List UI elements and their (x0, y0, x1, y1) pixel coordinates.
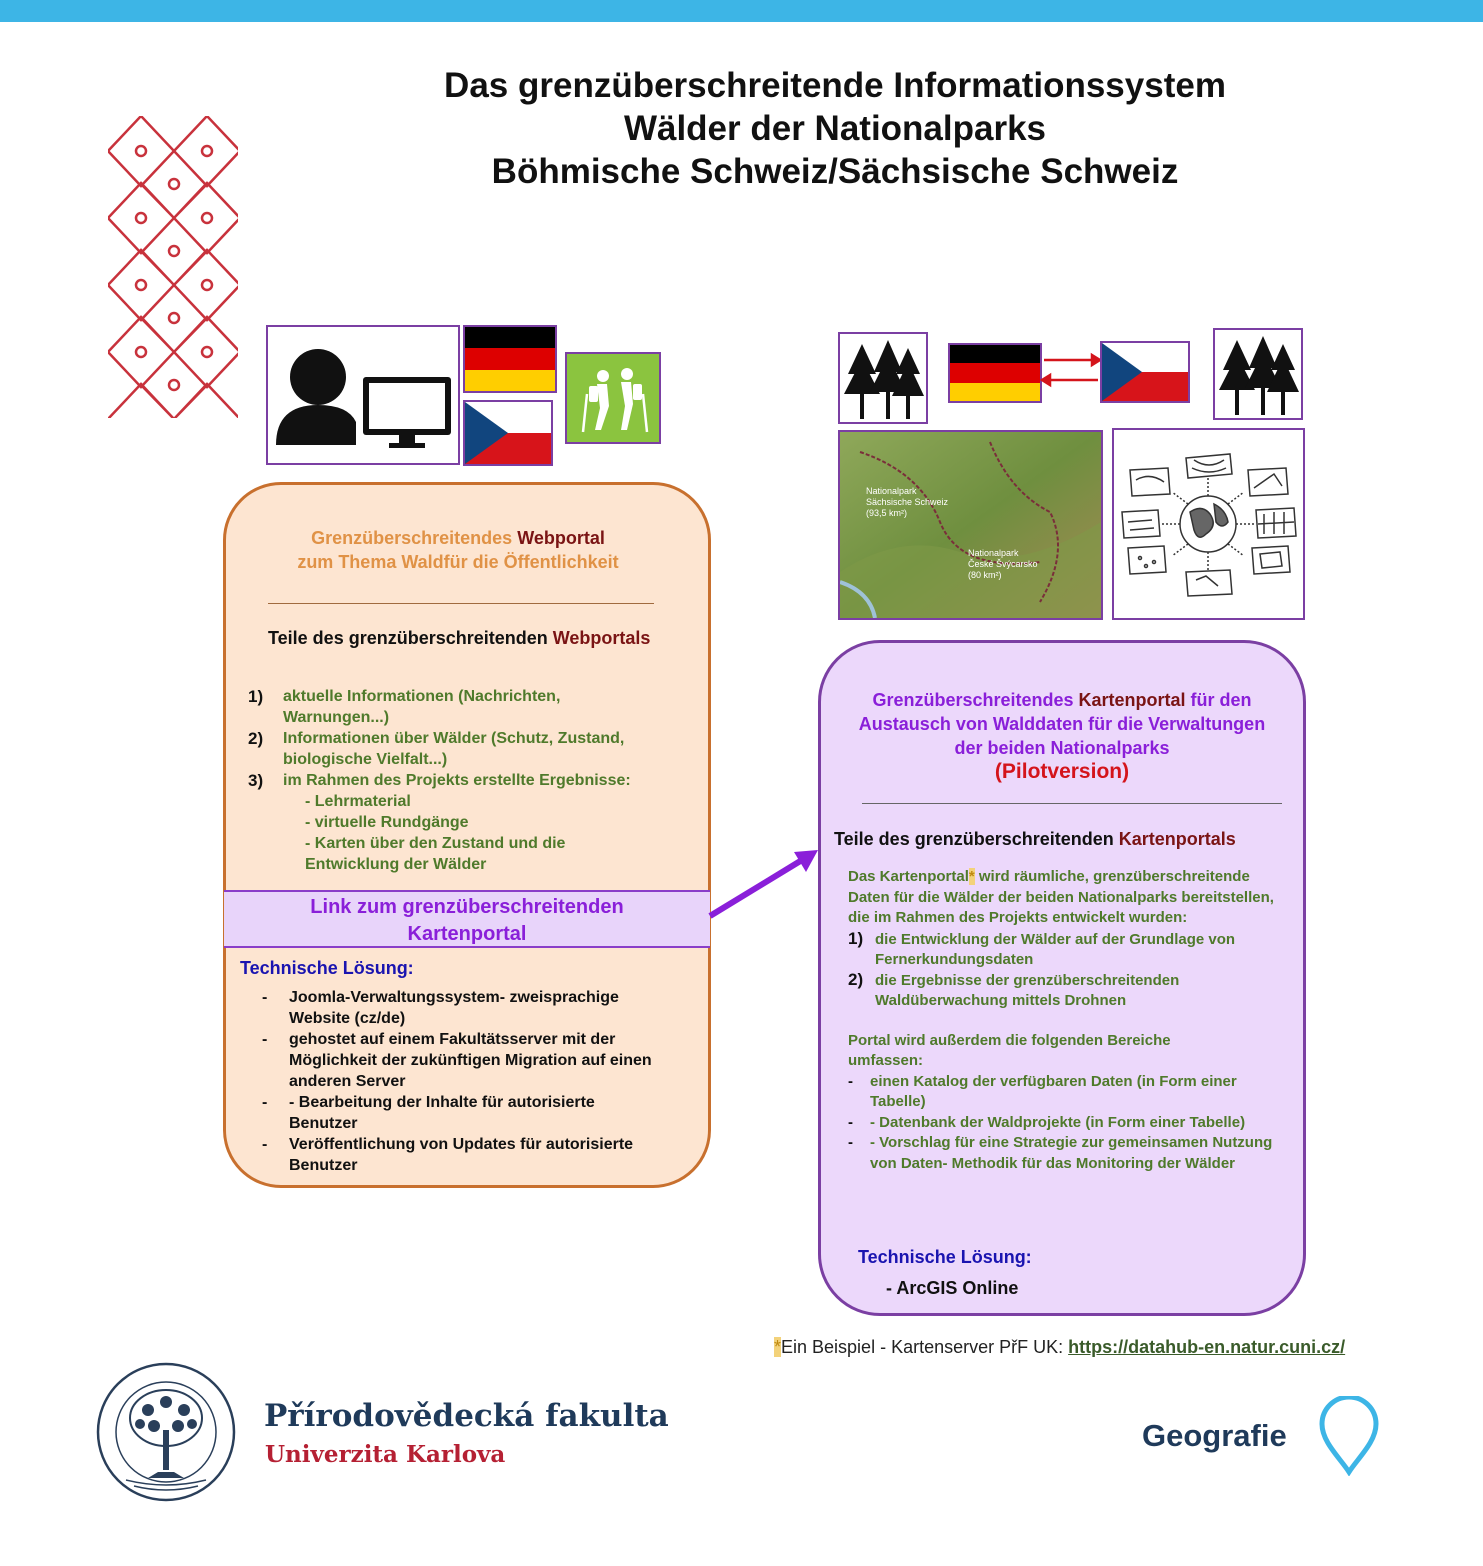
list-item (848, 1072, 1290, 1113)
title-line-1: Das grenzüberschreitende Informationssystem (444, 66, 1226, 105)
kartenportal-tech-item: - ArcGIS Online (886, 1278, 1019, 1298)
kartenportal-intro (848, 867, 1290, 929)
faculty-name: Přírodovědecká fakulta (264, 1398, 669, 1434)
kartenportal-parts-prefix: Teile des grenzüberschreitenden (834, 829, 1119, 849)
webportal-title (250, 526, 666, 574)
webportal-title-line2: zum Thema Waldfür die Öffentlichkeit (297, 552, 619, 572)
footnote-marker: * (968, 868, 975, 885)
kartenportal-parts-heading (834, 829, 1236, 850)
list-text: im Rahmen des Projekts erstellte Ergebnisse: (283, 772, 631, 789)
kartenportal-title-part3: für den (1185, 690, 1252, 710)
bullet-dash: - (848, 1113, 853, 1131)
list-text: Joomla-Verwaltungssystem- zweisprachige Website (cz/de) (289, 989, 619, 1027)
user-computer-icon (266, 325, 460, 465)
list-text: aktuelle Informationen (Nachrichten, Warnungen...) (283, 688, 561, 726)
sublist-item: - Lehrmaterial (305, 793, 411, 810)
map-label-saxon-park: Sächsische Schweiz (866, 497, 949, 507)
location-pin-icon (1318, 1396, 1380, 1476)
list-item (848, 1133, 1290, 1174)
list-item (248, 770, 668, 791)
kartenportal-title-part2: Kartenportal (1078, 690, 1186, 710)
intro-text-2: wird räumliche, grenzüberschreitende Daten für die Wälder der beiden Nationalparks bereitstellen, die im Rahmen des Projekts entwickelt wurden: (848, 868, 1274, 926)
geografie-label: Geografie (1142, 1418, 1287, 1453)
footnote-text: Ein Beispiel - Kartenserver PřF UK: (781, 1337, 1069, 1357)
list-number: 2) (848, 969, 864, 989)
list-item (248, 728, 668, 770)
decorative-pattern-icon (108, 116, 238, 418)
list-text: die Ergebnisse der grenzüberschreitenden Waldüberwachung mittels Drohnen (875, 971, 1180, 1009)
bullet-dash: - (262, 1094, 268, 1111)
webportal-parts-prefix: Teile des grenzüberschreitenden (268, 628, 553, 648)
kartenportal-body (848, 867, 1290, 1174)
webportal-title-part1: Grenzüberschreitendes (311, 528, 518, 548)
list-text: - Bearbeitung der Inhalte für autorisierte Benutzer (289, 1094, 595, 1132)
webportal-parts-heading (268, 628, 650, 649)
pilot-version-label: (Pilotversion) (994, 760, 1130, 783)
list-item (848, 930, 1290, 971)
bullet-dash: - (262, 989, 268, 1006)
bullet-dash: - (848, 1134, 853, 1151)
sublist-item: - virtuelle Rundgänge (305, 814, 469, 831)
bullet-dash: - (262, 1031, 268, 1048)
german-flag-icon-2 (948, 343, 1042, 403)
top-accent-bar (0, 0, 1483, 22)
kartenportal-title-part1: Grenzüberschreitendes (872, 690, 1079, 710)
page-title (330, 64, 1340, 193)
webportal-divider (268, 603, 654, 604)
kartenportal-divider (862, 803, 1282, 804)
list-text: einen Katalog der verfügbaren Daten (in Form einer Tabelle) (870, 1072, 1237, 1110)
map-label-saxon-name: Nationalpark (866, 486, 917, 496)
university-seal-icon (96, 1360, 236, 1504)
link-line-2: Kartenportal (407, 923, 527, 945)
czech-flag-icon-2 (1100, 341, 1190, 403)
webportal-list (248, 686, 668, 875)
university-name: Univerzita Karlova (265, 1441, 506, 1468)
list-item (262, 1029, 682, 1092)
czech-flag-icon (463, 400, 553, 466)
kartenportal-title-line2: Austausch von Walddaten für die Verwaltungen (858, 714, 1266, 734)
intro-text-1: Das Kartenportal (848, 868, 969, 885)
list-item (248, 686, 668, 728)
webportal-parts-word: Webportals (552, 628, 651, 648)
list-item (262, 1092, 649, 1134)
kartenportal-title-line3: der beiden Nationalparks (954, 738, 1170, 758)
title-line-3: Böhmische Schweiz/Sächsische Schweiz (491, 152, 1179, 191)
webportal-tech-list (262, 987, 682, 1176)
german-flag-icon (463, 325, 557, 393)
bullet-dash: - (848, 1072, 853, 1090)
list-item (262, 1134, 682, 1176)
pine-trees-icon (838, 332, 928, 424)
exchange-arrows-icon (1040, 350, 1102, 390)
kartenportal-tech-heading: Technische Lösung: (858, 1247, 1032, 1267)
pine-trees-icon-2 (1213, 328, 1303, 420)
list-item (848, 1113, 1250, 1134)
sublist (248, 791, 605, 875)
kartenportal-title (822, 688, 1302, 784)
map-label-czech-name: Nationalpark (968, 548, 1019, 558)
map-label-saxon-area: (93,5 km²) (866, 508, 908, 518)
map-label-czech-park: České Švýcarsko (968, 559, 1038, 569)
kartenportal-more: Portal wird außerdem die folgenden Bereiche umfassen: (848, 1031, 1171, 1069)
title-line-2: Wälder der Nationalparks (623, 109, 1047, 148)
list-item (262, 987, 682, 1029)
hikers-icon (565, 352, 661, 444)
list-number: 1) (248, 687, 264, 706)
kartenportal-link[interactable] (224, 890, 710, 948)
list-number: 3) (248, 771, 264, 790)
list-item (848, 971, 1255, 1012)
list-number: 2) (248, 729, 264, 748)
kartenportal-parts-word: Kartenportals (1118, 829, 1236, 849)
list-text: Informationen über Wälder (Schutz, Zustand, biologische Vielfalt...) (283, 730, 625, 768)
datahub-link[interactable]: https://datahub-en.natur.cuni.cz/ (1068, 1337, 1346, 1357)
footnote-star: * (774, 1337, 782, 1357)
link-line-1: Link zum grenzüberschreitenden (310, 896, 624, 918)
globe-maps-icon (1112, 428, 1305, 620)
list-text: - Vorschlag für eine Strategie zur gemeinsamen Nutzung von Daten- Methodik für das Monitoring der Wälder (870, 1134, 1273, 1172)
list-text: - Datenbank der Waldprojekte (in Form einer Tabelle) (870, 1113, 1246, 1131)
webportal-tech-heading: Technische Lösung: (240, 958, 414, 978)
webportal-title-part2: Webportal (517, 528, 605, 548)
footnote (774, 1337, 1345, 1358)
link-arrow-icon (706, 846, 826, 922)
bullet-dash: - (262, 1136, 268, 1153)
list-text: Veröffentlichung von Updates für autorisierte Benutzer (289, 1136, 634, 1174)
list-text: gehostet auf einem Fakultätsserver mit der Möglichkeit der zukünftigen Migration auf einen anderen Server (289, 1031, 652, 1090)
national-park-map (838, 430, 1103, 620)
sublist-item: - Karten über den Zustand und die Entwicklung der Wälder (305, 835, 566, 873)
list-number: 1) (848, 928, 864, 948)
map-label-czech-area: (80 km²) (968, 570, 1002, 580)
list-text: die Entwicklung der Wälder auf der Grundlage von Fernerkundungsdaten (875, 930, 1236, 968)
